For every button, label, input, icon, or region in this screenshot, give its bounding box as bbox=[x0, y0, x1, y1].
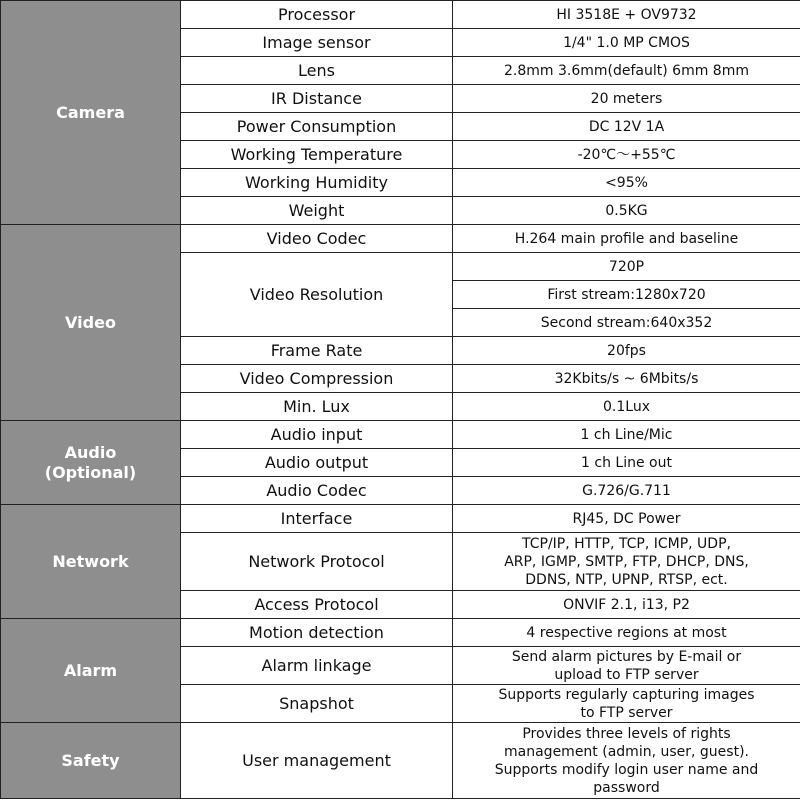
category-audio-line2: (Optional) bbox=[44, 462, 137, 482]
feature-label: Alarm linkage bbox=[181, 647, 453, 685]
protocol-line: DDNS, NTP, UPNP, RTSP, ect. bbox=[525, 571, 728, 588]
snapshot-line: to FTP server bbox=[580, 704, 673, 721]
category-audio bbox=[1, 421, 181, 505]
feature-value: RJ45, DC Power bbox=[453, 505, 800, 533]
feature-label: Image sensor bbox=[181, 29, 453, 57]
table-row bbox=[1, 505, 800, 533]
feature-label: Power Consumption bbox=[181, 113, 453, 141]
linkage-line: Send alarm pictures by E-mail or bbox=[511, 648, 742, 665]
user-mgmt-line: Supports modify login user name and bbox=[494, 761, 759, 778]
feature-label: Min. Lux bbox=[181, 393, 453, 421]
feature-value: 0.1Lux bbox=[453, 393, 800, 421]
feature-value: 0.5KG bbox=[453, 197, 800, 225]
snapshot-line: Supports regularly capturing images bbox=[498, 686, 755, 703]
feature-value: G.726/G.711 bbox=[453, 477, 800, 505]
feature-label: Motion detection bbox=[181, 619, 453, 647]
feature-label: Audio input bbox=[181, 421, 453, 449]
feature-value bbox=[453, 685, 800, 723]
feature-value: 4 respective regions at most bbox=[453, 619, 800, 647]
category-camera: Camera bbox=[1, 1, 181, 225]
feature-label: Audio Codec bbox=[181, 477, 453, 505]
category-audio-line1: Audio bbox=[64, 442, 117, 462]
feature-value: Second stream:640x352 bbox=[453, 309, 800, 337]
feature-value: 32Kbits/s ~ 6Mbits/s bbox=[453, 365, 800, 393]
feature-value: First stream:1280x720 bbox=[453, 281, 800, 309]
category-alarm: Alarm bbox=[1, 619, 181, 723]
protocol-line: ARP, IGMP, SMTP, FTP, DHCP, DNS, bbox=[504, 553, 749, 570]
feature-label: Access Protocol bbox=[181, 591, 453, 619]
feature-label: Interface bbox=[181, 505, 453, 533]
user-mgmt-line: Provides three levels of rights bbox=[522, 725, 731, 742]
table-row bbox=[1, 723, 800, 799]
table-row bbox=[1, 1, 800, 29]
feature-label: Snapshot bbox=[181, 685, 453, 723]
feature-value: H.264 main profile and baseline bbox=[453, 225, 800, 253]
feature-label: Frame Rate bbox=[181, 337, 453, 365]
feature-label: Audio output bbox=[181, 449, 453, 477]
feature-value bbox=[453, 647, 800, 685]
feature-label: Weight bbox=[181, 197, 453, 225]
feature-value: <95% bbox=[453, 169, 800, 197]
feature-value bbox=[453, 533, 800, 591]
feature-value: 720P bbox=[453, 253, 800, 281]
feature-value: 1 ch Line out bbox=[453, 449, 800, 477]
protocol-line: TCP/IP, HTTP, TCP, ICMP, UDP, bbox=[522, 535, 731, 552]
table-row bbox=[1, 619, 800, 647]
linkage-line: upload to FTP server bbox=[554, 666, 699, 683]
feature-label: IR Distance bbox=[181, 85, 453, 113]
feature-value: 1/4" 1.0 MP CMOS bbox=[453, 29, 800, 57]
feature-label: User management bbox=[181, 723, 453, 799]
feature-label: Video Codec bbox=[181, 225, 453, 253]
feature-label: Video Compression bbox=[181, 365, 453, 393]
feature-label: Working Temperature bbox=[181, 141, 453, 169]
feature-value: HI 3518E + OV9732 bbox=[453, 1, 800, 29]
feature-value: -20℃～+55℃ bbox=[453, 141, 800, 169]
feature-label: Network Protocol bbox=[181, 533, 453, 591]
feature-value: 1 ch Line/Mic bbox=[453, 421, 800, 449]
category-safety: Safety bbox=[1, 723, 181, 799]
user-mgmt-line: password bbox=[593, 779, 660, 796]
feature-label: Lens bbox=[181, 57, 453, 85]
feature-label: Processor bbox=[181, 1, 453, 29]
user-mgmt-line: management (admin, user, guest). bbox=[504, 743, 749, 760]
category-video: Video bbox=[1, 225, 181, 421]
feature-value: 20fps bbox=[453, 337, 800, 365]
table-row bbox=[1, 225, 800, 253]
feature-label: Working Humidity bbox=[181, 169, 453, 197]
feature-value: 20 meters bbox=[453, 85, 800, 113]
feature-value bbox=[453, 723, 800, 799]
feature-value: ONVIF 2.1, i13, P2 bbox=[453, 591, 800, 619]
feature-label: Video Resolution bbox=[181, 253, 453, 337]
feature-value: DC 12V 1A bbox=[453, 113, 800, 141]
category-network: Network bbox=[1, 505, 181, 619]
table-row bbox=[1, 421, 800, 449]
feature-value: 2.8mm 3.6mm(default) 6mm 8mm bbox=[453, 57, 800, 85]
